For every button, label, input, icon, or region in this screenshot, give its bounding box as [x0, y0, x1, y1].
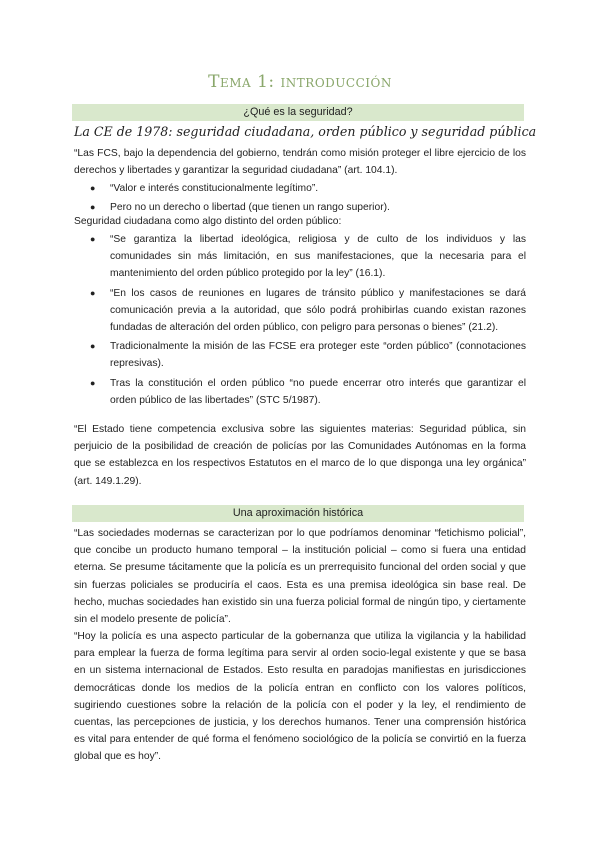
page-title: Tema 1: introducción	[208, 72, 392, 92]
list-item: ● Tradicionalmente la misión de las FCSE era proteger este “orden público” (connotaciones represivas).	[74, 338, 526, 372]
list-item: ● “En los casos de reuniones en lugares de tránsito público y manifestaciones se dará comunicación previa a la autoridad, que sólo podrá prohibirlas cuando existan razones fundadas de alteración del orden público, con peligro para personas o bienes” (21.2).	[74, 285, 526, 337]
list-item: ● “Se garantiza la libertad ideológica, religiosa y de culto de los individuos y las comunidades sin más limitación, en sus manifestaciones, que la necesaria para el mantenimiento del orden público protegido por la ley” (16.1).	[74, 231, 526, 283]
list-item: ● Pero no un derecho o libertad (que tienen un rango superior).	[74, 199, 526, 216]
list-item: ● Tras la constitución el orden público “no puede encerrar otro interés que garantizar el orden público de las libertades” (STC 5/1987).	[74, 375, 526, 409]
intro-paragraph: “Las FCS, bajo la dependencia del gobierno, tendrán como misión proteger el libre ejercicio de los derechos y libertades y garantizar la seguridad ciudadana” (art. 104.1).	[74, 148, 526, 177]
bullet-icon: ●	[90, 377, 96, 388]
history-paragraph-1: “Las sociedades modernas se caracterizan por lo que podríamos denominar “fetichismo policial”, que concibe un producto humano temporal – la institución policial – como si fuera una entidad eterna. Se presume tácitamente que la policía es un prerrequisito funcional del orden social y que sin fuerzas policiales se produciría el caos. Esta es una premisa ideológica sin base real. De hecho, muchas sociedades han existido sin una fuerza policial formal de ningún tipo, y ciertamente sin el modelo presente de policía”.	[74, 528, 526, 626]
lead-paragraph: Seguridad ciudadana como algo distinto del orden público:	[74, 216, 342, 227]
bullet-icon: ●	[90, 234, 96, 244]
closing-paragraph: “El Estado tiene competencia exclusiva sobre las siguientes materias: Seguridad pública, sin perjuicio de la posibilidad de creación de policías por las Comunidades Autónomas en la forma que se establezca en los respectivos Estatutos en el marco de lo que disponga una ley orgánica” (art. 149.1.29).	[74, 424, 526, 487]
bullet-list-a	[74, 180, 526, 216]
list-item: ● “Valor e interés constitucionalmente legítimo”.	[74, 180, 526, 197]
bullet-icon: ●	[90, 202, 96, 213]
bullet-icon: ●	[90, 341, 96, 352]
section-heading-seguridad: ¿Qué es la seguridad?	[72, 104, 524, 121]
section-subtitle: La CE de 1978: seguridad ciudadana, orden público y seguridad pública	[74, 124, 537, 139]
bullet-list-b	[74, 231, 526, 411]
bullet-icon: ●	[90, 183, 96, 193]
history-paragraph-2: “Hoy la policía es una aspecto particular de la gobernanza que utiliza la vigilancia y la habilidad para emplear la fuerza de forma legítima para servir al orden socio-legal existente y que se basa en un sistema internacional de Estados. Esto resulta en paradojas manifiestas en jurisdicciones democráticas donde los medios de la policía entran en conflicto con los valores políticos, sugiriendo cuestiones sobre la relación de la policía con el poder y la ley, el rendimiento de cuentas, las percepciones de justicia, y los derechos humanos. Tener una comprensión histórica es vital para entender de qué forma el fenómeno sociológico de la policía se convirtió en la fuerza global que es hoy”.	[74, 631, 526, 763]
section-heading-historica: Una aproximación histórica	[72, 505, 524, 522]
bullet-icon: ●	[90, 287, 96, 298]
